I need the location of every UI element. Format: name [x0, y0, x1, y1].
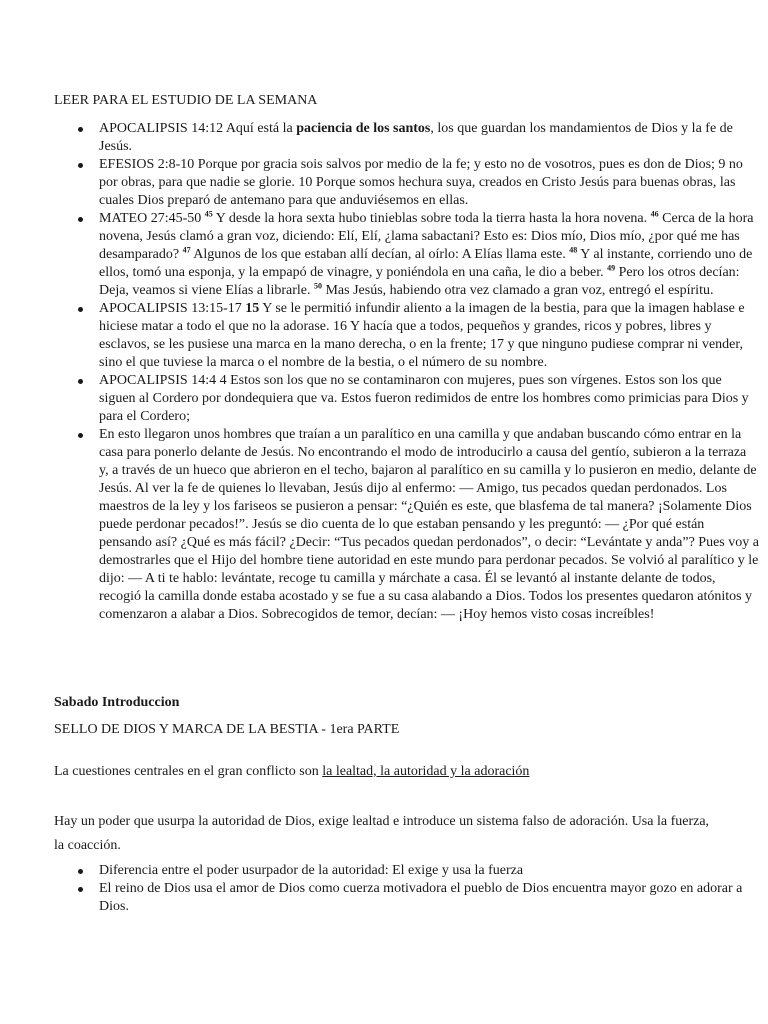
- reading-heading: LEER PARA EL ESTUDIO DE LA SEMANA: [54, 93, 318, 108]
- usurping-power-paragraph: [54, 810, 714, 858]
- list-item: El reino de Dios usa el amor de Dios como cuerza motivadora el pueblo de Dios encuentra mayor gozo en adorar a Dios.: [99, 880, 759, 916]
- verse-text: Aquí está la: [223, 121, 297, 136]
- verse-text: Y desde la hora sexta hubo tinieblas sobre toda la tierra hasta la hora novena.: [212, 211, 651, 226]
- list-item-apocalipsis-14-12: [99, 120, 759, 156]
- verse-number: 46: [650, 209, 659, 219]
- section-title: Sabado Introduccion: [54, 695, 180, 710]
- passage-text: En esto llegaron unos hombres que traían a un paralítico en una camilla y que andaban buscando cómo entrar en la casa para ponerlo delante de Jesús. No encontrando el modo de introducirlo a causa del gentío, subieron a la terraza y, a través de un hueco que abrieron en el techo, bajaron al paralítico en su camilla y lo pusieron en medio, delante de Jesús. Al ver la fe de quienes lo llevaban, Jesús dijo al enfermo: — Amigo, tus pecados quedan perdonados. Los maestros de la ley y los fariseos se pusieron a pensar: “¿Quién es este, que blasfema de tal manera? ¡Solamente Dios puede perdonar pecados!”. Jesús se dio cuenta de lo que estaban pensando y les preguntó: — ¿Por qué están pensando así? ¿Qué es más fácil? ¿Decir: “Tus pecados quedan perdonados”, o decir: “Levántate y anda”? Pues voy a demostrarles que el Hijo del hombre tiene autoridad en este mundo para perdonar pecados. Se volvió al paralítico y le dijo: — A ti te hablo: levántate, recoge tu camilla y márchate a casa. Él se levantó al instante delante de todos, recogió la camilla donde estaba acostado y se fue a su casa alabando a Dios. Todos los presentes quedaron atónitos y comenzaron a alabar a Dios. Sobrecogidos de temor, decían: — ¡Hoy hemos visto cosas increíbles!: [99, 427, 759, 622]
- reading-list: [54, 120, 759, 624]
- list-item-paralitico: [99, 426, 759, 624]
- points-list: [54, 862, 759, 916]
- verse-ref: APOCALIPSIS 13:15-17: [99, 301, 246, 316]
- verse-number: 50: [313, 281, 322, 291]
- list-item-apocalipsis-14-4: [99, 372, 759, 426]
- verse-text: Cerca de la hora novena, Jesús clamó a gran voz, diciendo: Elí, Elí, ¿lama sabactani? Esto es: Dios mío, Dios mío, ¿por qué me has desamparado?: [99, 211, 754, 262]
- verse-text: Y al instante, corriendo uno de ellos, tomó una esponja, y la empapó de vinagre, y poniéndola en una caña, le dio a beber.: [99, 247, 753, 280]
- verse-ref: MATEO 27:45-50: [99, 211, 202, 226]
- verse-text: Mas Jesús, habiendo otra vez clamado a gran voz, entregó el espíritu.: [321, 283, 714, 298]
- verse-bold-text: paciencia de los santos: [296, 121, 431, 136]
- verse-number: 45: [204, 209, 213, 219]
- verse-text: EFESIOS 2:8-10 Porque por gracia sois salvos por medio de la fe; y esto no de vosotros, pues es don de Dios; 9 no por obras, para que nadie se glorie. 10 Porque somos hechura suya, creados en Cristo Jesús para buenas obras, las cuales Dios preparó de antemano para que anduviésemos en ellas.: [99, 157, 743, 208]
- paragraph-text: Hay un poder que usurpa la autoridad de Dios, exige lealtad e introduce un sistema falso de adoración. Usa la fuerza, la coacción.: [54, 814, 710, 853]
- underlined-text: la lealtad, la autoridad y la adoración: [322, 764, 530, 779]
- verse-ref: APOCALIPSIS 14:12: [99, 121, 224, 136]
- list-item-efesios: [99, 156, 759, 210]
- list-item-mateo: [99, 210, 759, 300]
- verse-text: , los que guardan los mandamientos de Dios y la fe de Jesús.: [99, 121, 733, 154]
- verse-text: APOCALIPSIS 14:4 4 Estos son los que no se contaminaron con mujeres, pues son vírgenes. Estos son los que siguen al Cordero por dondequiera que va. Estos fueron redimidos de entre los hombres como primicias para Dios y para el Cordero;: [99, 373, 749, 424]
- verse-number: 47: [182, 245, 191, 255]
- list-item: Diferencia entre el poder usurpador de la autoridad: El exige y usa la fuerza: [99, 862, 759, 880]
- paragraph-text: La cuestiones centrales en el gran conflicto son: [54, 764, 323, 779]
- verse-text: Algunos de los que estaban allí decían, al oírlo: A Elías llama este.: [190, 247, 570, 262]
- verse-number: 49: [607, 263, 616, 273]
- list-item-apocalipsis-13: [99, 300, 759, 372]
- verse-number: 48: [569, 245, 578, 255]
- lesson-title: SELLO DE DIOS Y MARCA DE LA BESTIA - 1era PARTE: [54, 722, 400, 737]
- central-issues-line: [54, 763, 714, 781]
- verse-text: Y se le permitió infundir aliento a la imagen de la bestia, para que la imagen hablase e hiciese matar a todo el que no la adorase. 16 Y hacía que a todos, pequeños y grandes, ricos y pobres, libres y esclavos, se les pusiese una marca en la mano derecha, o en la frente; 17 y que ninguno pudiese comprar ni vender, sino el que tuviese la marca o el nombre de la bestia, o el número de su nombre.: [99, 301, 745, 370]
- verse-number: 15: [245, 301, 260, 316]
- verse-text: Pero los otros decían: Deja, veamos si viene Elías a librarle.: [99, 265, 740, 298]
